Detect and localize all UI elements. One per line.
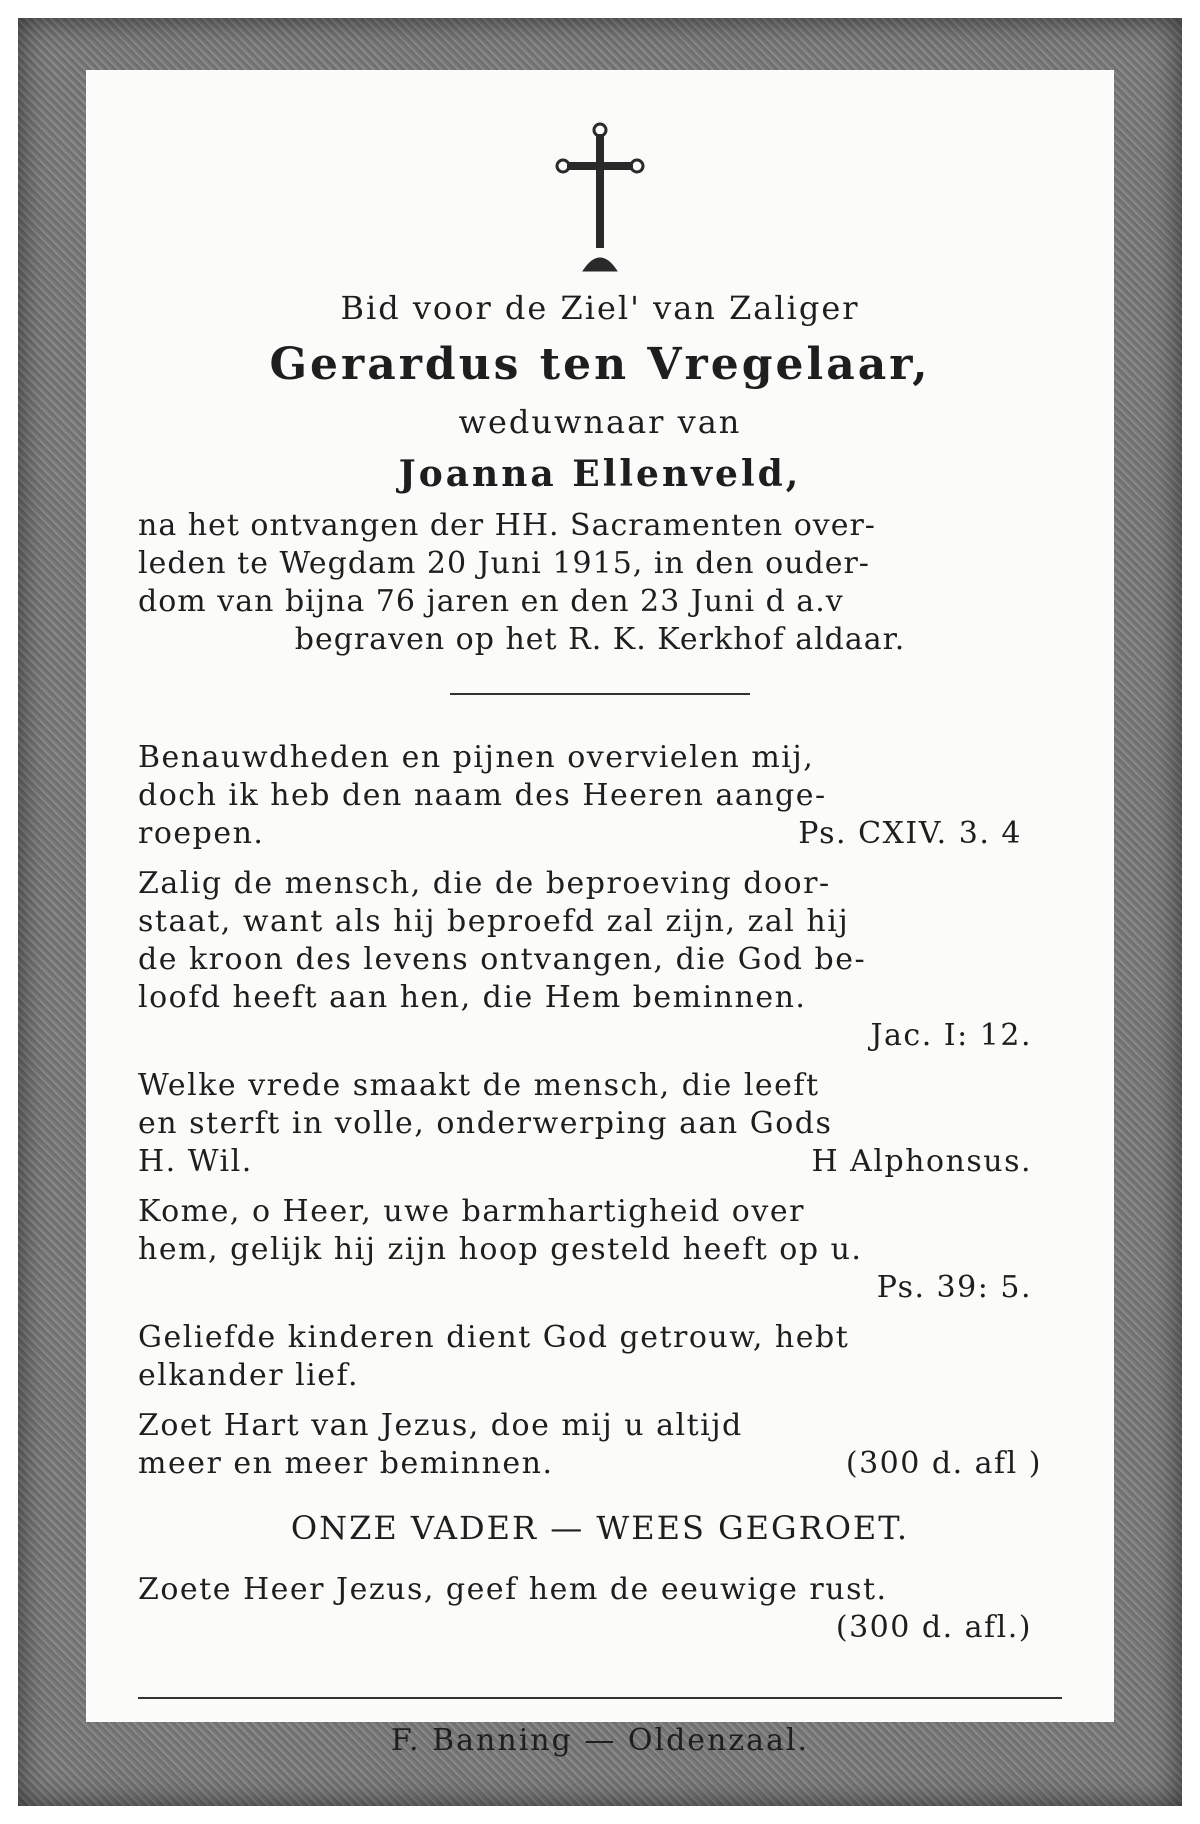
verse-reference: Jac. I: 12. [870, 1018, 1032, 1053]
verse-line: Kome, o Heer, uwe barmhartigheid over [138, 1194, 805, 1229]
notice-line: leden te Wegdam 20 Juni 1915, in den ouder- [138, 546, 870, 581]
verse-1 [138, 739, 1062, 853]
verse-2 [138, 865, 1062, 1055]
verse-line: Benauwdheden en pijnen overvielen mij, [138, 740, 815, 775]
divider-long [138, 1697, 1062, 1699]
verse-line: Zoet Hart van Jezus, doe mij u altijd [138, 1408, 743, 1443]
verse-line: Geliefde kinderen dient God getrouw, hebt [138, 1320, 850, 1355]
verse-line: Zoete Heer Jezus, geef hem de eeuwige rust. [138, 1572, 888, 1607]
verse-line: elkander lief. [138, 1358, 360, 1393]
closing-prayer [138, 1571, 1062, 1647]
verse-line: hem, gelijk hij zijn hoop gesteld heeft op u. [138, 1232, 863, 1267]
verse-line: roepen. [138, 816, 265, 851]
verse-4 [138, 1193, 1062, 1307]
death-notice [138, 507, 1062, 659]
indulgence-note: (300 d. afl.) [835, 1610, 1032, 1645]
verse-line: H. Wil. [138, 1144, 253, 1179]
verse-line-with-ref [138, 1143, 1062, 1181]
notice-line: na het ontvangen der HH. Sacramenten over- [138, 508, 876, 543]
indulgence-note: (300 d. afl ) [845, 1446, 1042, 1481]
verse-line: Zalig de mensch, die de beproeving door- [138, 866, 831, 901]
notice-line: dom van bijna 76 jaren en den 23 Juni d a.v [138, 584, 844, 619]
verses [138, 739, 1062, 1483]
verse-line: en sterft in volle, onderwerping aan Gods [138, 1106, 833, 1141]
cross-icon [555, 120, 645, 280]
prayer-line: ONZE VADER — WEES GEGROET. [290, 1509, 910, 1547]
printer-credit: F. Banning — Oldenzaal. [390, 1723, 810, 1758]
notice-line: begraven op het R. K. Kerkhof aldaar. [294, 622, 906, 657]
deceased-name: Gerardus ten Vregelaar, [269, 339, 931, 390]
intro-line: Bid voor de Ziel' van Zaliger [340, 289, 860, 327]
relation-line: weduwnaar van [458, 403, 742, 441]
verse-line: loofd heeft aan hen, die Hem beminnen. [138, 980, 807, 1015]
verse-line: meer en meer beminnen. [138, 1446, 554, 1481]
verse-6 [138, 1407, 1062, 1483]
divider-short [450, 693, 750, 695]
memorial-card [86, 70, 1114, 1758]
verse-reference: H Alphonsus. [811, 1144, 1032, 1179]
verse-line: staat, want als hij beproefd zal zijn, zal hij [138, 904, 850, 939]
verse-3 [138, 1067, 1062, 1181]
verse-reference: Ps. CXIV. 3. 4 [798, 816, 1022, 851]
verse-line-with-ref [138, 815, 1062, 853]
verse-5 [138, 1319, 1062, 1395]
cross-ornament [138, 120, 1062, 285]
verse-reference: Ps. 39: 5. [876, 1270, 1032, 1305]
header [138, 285, 1062, 499]
verse-line: doch ik heb den naam des Heeren aange- [138, 778, 827, 813]
verse-line: Welke vrede smaakt de mensch, die leeft [138, 1068, 820, 1103]
spouse-name: Joanna Ellenveld, [398, 453, 802, 495]
verse-line: de kroon des levens ontvangen, die God be- [138, 942, 867, 977]
verse-line-with-ref [138, 1445, 1062, 1483]
